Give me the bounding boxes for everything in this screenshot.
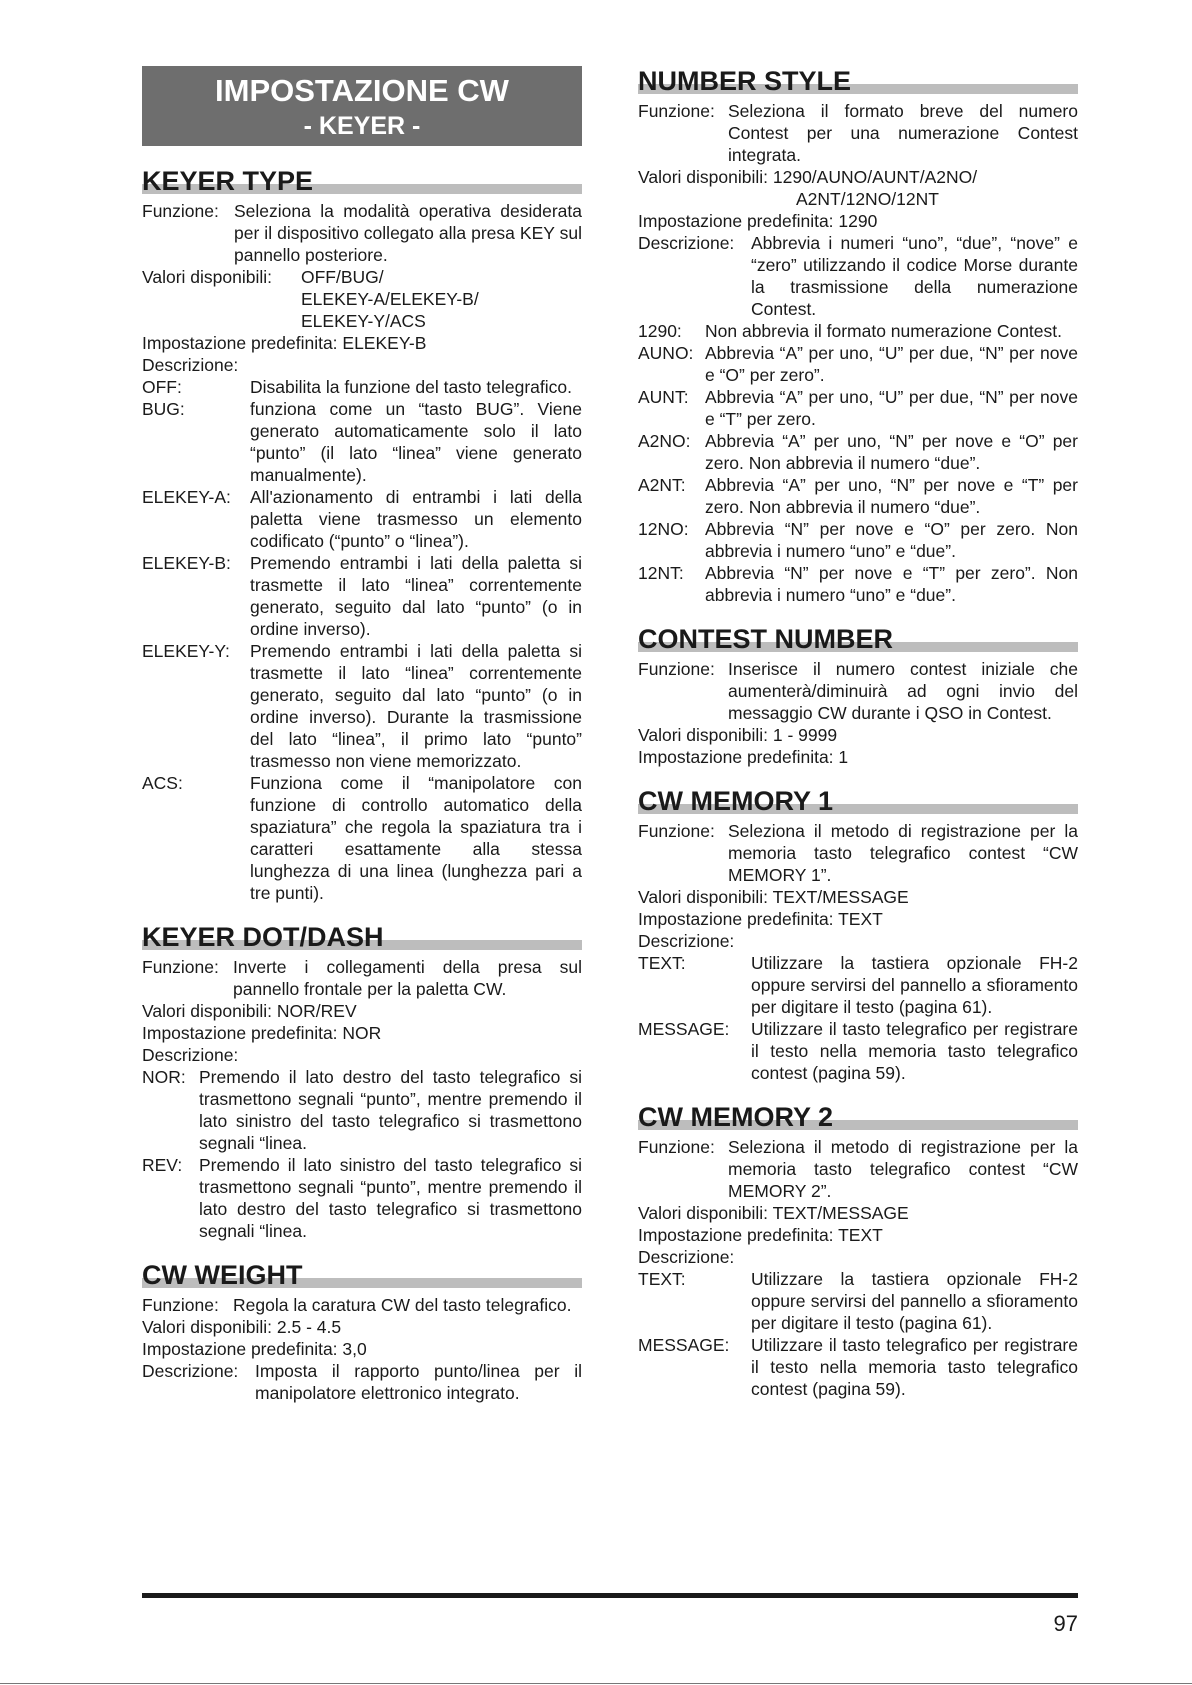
descr-label: Descrizione: [142, 1045, 239, 1065]
funzione-row: Funzione: Seleziona il metodo di registrazione per la memoria tasto telegrafico contest “CW MEMORY 1”. [638, 821, 1078, 885]
left-column [142, 66, 582, 1404]
section-heading: CW WEIGHT [142, 1260, 582, 1290]
list-item: TEXT: Utilizzare la tastiera opzionale FH-2 oppure servirsi del pannello a sfioramento per digitare il testo (pagina 61). [638, 953, 1078, 1017]
descr-row: Descrizione: Abbrevia i numeri “uno”, “due”, “nove” e “zero” utilizzando il codice Morse durante la trasmissione della numerazione Contest. [638, 233, 1078, 319]
descr-label: Descrizione: [142, 355, 239, 375]
valori: Valori disponibili: 1290/AUNO/AUNT/A2NO/ A2NT/12NO/12NT [638, 167, 978, 209]
funzione-row: Funzione: Seleziona la modalità operativa desiderata per il dispositivo collegato alla presa KEY sul pannello posteriore. [142, 201, 582, 265]
page-edge-line [0, 1683, 1192, 1684]
section-heading: CW MEMORY 2 [638, 1102, 1078, 1132]
chapter-title: IMPOSTAZIONE CW [215, 73, 509, 108]
section-cw-memory-2 [638, 1102, 1078, 1400]
valori: Valori disponibili: NOR/REV [142, 1001, 357, 1021]
funzione-row: Funzione: Inverte i collegamenti della presa sul pannello frontale per la paletta CW. [142, 957, 582, 999]
section-heading: KEYER DOT/DASH [142, 922, 582, 952]
list-item: ACS: Funziona come il “manipolatore con funzione di controllo automatico della spaziatura” che regola la spaziatura tra i caratteri esattamente alla stessa lunghezza di una linea (lunghezza pari a tre punti). [142, 773, 582, 903]
section-cw-weight [142, 1260, 582, 1404]
funzione-row: Funzione: Inserisce il numero contest iniziale che aumenterà/diminuirà ad ogni invio del messaggio CW durante i QSO in Contest. [638, 659, 1078, 723]
list-item: AUNO: Abbrevia “A” per uno, “U” per due, “N” per nove e “O” per zero”. [638, 343, 1078, 385]
chapter-subtitle: - KEYER - [303, 112, 421, 140]
footer-rule [142, 1593, 1078, 1598]
valori: Valori disponibili: TEXT/MESSAGE [638, 1203, 909, 1223]
list-item: NOR: Premendo il lato destro del tasto telegrafico si trasmettono segnali “punto”, mentre premendo il lato sinistro del tasto telegrafico si trasmettono segnali “linea. [142, 1067, 582, 1153]
section-heading: NUMBER STYLE [638, 66, 1078, 96]
default-value: Impostazione predefinita: 3,0 [142, 1339, 367, 1359]
chapter-banner [142, 66, 582, 146]
list-item: REV: Premendo il lato sinistro del tasto telegrafico si trasmettono segnali “punto”, mentre premendo il lato destro del tasto telegrafico si trasmettono segnali “linea. [142, 1155, 582, 1241]
list-item: TEXT: Utilizzare la tastiera opzionale FH-2 oppure servirsi del pannello a sfioramento per digitare il testo (pagina 61). [638, 1269, 1078, 1333]
default-value: Impostazione predefinita: TEXT [638, 1225, 883, 1245]
list-item: 12NO: Abbrevia “N” per nove e “O” per zero. Non abbrevia i numero “uno” e “due”. [638, 519, 1078, 561]
list-item: A2NT: Abbrevia “A” per uno, “N” per nove e “T” per zero. Non abbrevia il numero “due”. [638, 475, 1078, 517]
funzione-row: Funzione: Regola la caratura CW del tasto telegrafico. [142, 1295, 572, 1315]
list-item: OFF: Disabilita la funzione del tasto telegrafico. [142, 377, 572, 397]
list-item: MESSAGE: Utilizzare il tasto telegrafico per registrare il testo nella memoria tasto telegrafico contest (pagina 59). [638, 1019, 1078, 1083]
list-item: A2NO: Abbrevia “A” per uno, “N” per nove e “O” per zero. Non abbrevia il numero “due”. [638, 431, 1078, 473]
section-contest-number [638, 624, 1078, 768]
list-item: 12NT: Abbrevia “N” per nove e “T” per zero”. Non abbrevia i numero “uno” e “due”. [638, 563, 1078, 605]
valori-row: Valori disponibili: OFF/BUG/ ELEKEY-A/ELEKEY-B/ ELEKEY-Y/ACS [142, 267, 479, 331]
valori: Valori disponibili: TEXT/MESSAGE [638, 887, 909, 907]
descr-row: Descrizione: Imposta il rapporto punto/linea per il manipolatore elettronico integrato. [142, 1361, 582, 1403]
list-item: BUG: funziona come un “tasto BUG”. Viene generato automaticamente solo il lato “punto” (il lato “linea” viene generato manualmente). [142, 399, 582, 485]
section-heading: CW MEMORY 1 [638, 786, 1078, 816]
default-value: Impostazione predefinita: 1290 [638, 211, 878, 231]
page-number: 97 [1053, 1611, 1078, 1636]
section-number-style [638, 66, 1078, 606]
default-value: Impostazione predefinita: TEXT [638, 909, 883, 929]
section-heading: KEYER TYPE [142, 166, 582, 196]
list-item: AUNT: Abbrevia “A” per uno, “U” per due, “N” per nove e “T” per zero. [638, 387, 1078, 429]
valori: Valori disponibili: 2.5 - 4.5 [142, 1317, 342, 1337]
section-keyer-dot-dash [142, 922, 582, 1242]
descr-label: Descrizione: [638, 1247, 735, 1267]
list-item: ELEKEY-A: All'azionamento di entrambi i lati della paletta viene trasmesso un elemento codificato (“punto” o “linea”). [142, 487, 582, 551]
list-item: ELEKEY-B: Premendo entrambi i lati della paletta si trasmette il lato “linea” correntemente generato, seguito dal lato “punto” (o in ordine inverso). [142, 553, 582, 639]
descr-label: Descrizione: [638, 931, 735, 951]
default-value: Impostazione predefinita: NOR [142, 1023, 382, 1043]
default-value: Impostazione predefinita: 1 [638, 747, 849, 767]
section-heading: CONTEST NUMBER [638, 624, 1078, 654]
default-value: Impostazione predefinita: ELEKEY-B [142, 333, 427, 353]
right-column [638, 66, 1078, 1400]
funzione-row: Funzione: Seleziona il metodo di registrazione per la memoria tasto telegrafico contest “CW MEMORY 2”. [638, 1137, 1078, 1201]
funzione-row: Funzione: Seleziona il formato breve del numero Contest per una numerazione Contest integrata. [638, 101, 1078, 165]
valori: Valori disponibili: 1 - 9999 [638, 725, 838, 745]
section-cw-memory-1 [638, 786, 1078, 1084]
list-item: 1290: Non abbrevia il formato numerazione Contest. [638, 321, 1062, 341]
list-item: ELEKEY-Y: Premendo entrambi i lati della paletta si trasmette il lato “linea” correntemente generato, seguito dal lato “punto” (o in ordine inverso). Durante la trasmissione del lato “linea”, il primo lato “punto” trasmesso non viene memorizzato. [142, 641, 582, 771]
list-item: MESSAGE: Utilizzare il tasto telegrafico per registrare il testo nella memoria tasto telegrafico contest (pagina 59). [638, 1335, 1078, 1399]
section-keyer-type [142, 166, 582, 904]
